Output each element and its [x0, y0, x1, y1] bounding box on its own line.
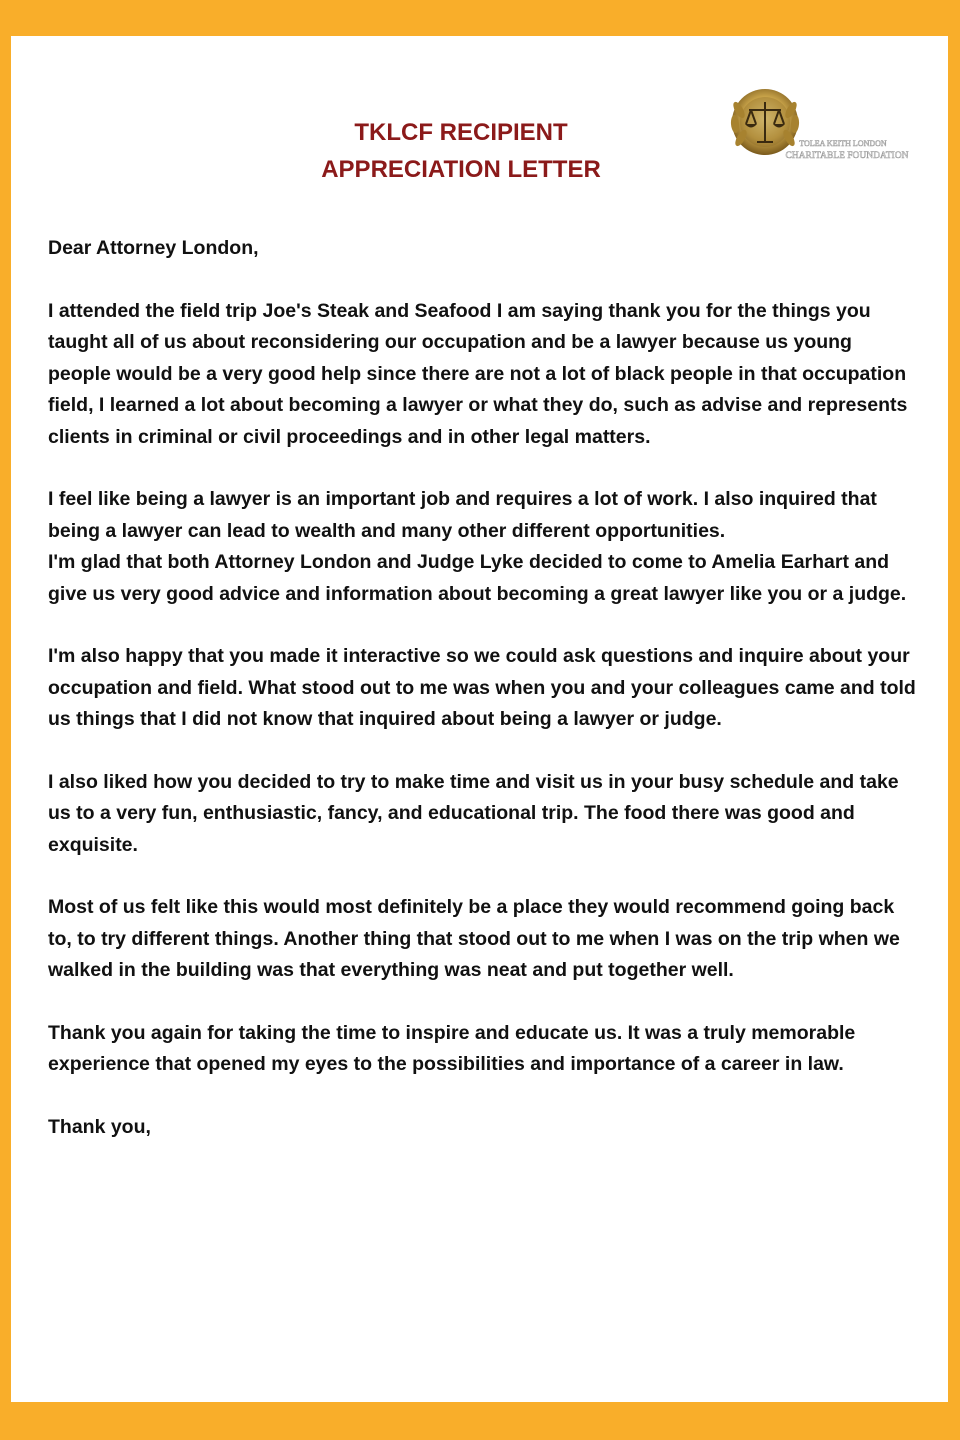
paragraph-recommend: Most of us felt like this would most definitely be a place they would recommend going back to, to try different things. Another thing that stood out to me when I was on the trip when we walked in the building was that everything was neat and put together well.: [48, 896, 900, 981]
paragraph-thank-you-again: Thank you again for taking the time to inspire and educate us. It was a truly memorable experience that opened my eyes to the possibilities and importance of a career in law.: [48, 1021, 856, 1075]
logo-text-line-2: CHARITABLE FOUNDATION: [785, 151, 909, 161]
letter-greeting: Dear Attorney London,: [48, 237, 259, 259]
title-line-1: TKLCF RECIPIENT: [354, 119, 568, 146]
title-line-2: APPRECIATION LETTER: [321, 156, 601, 183]
paragraph-interactive: I'm also happy that you made it interactive so we could ask questions and inquire about your occupation and field. What stood out to me was when you and your colleagues came and told us things that I did not know that inquired about being a lawyer or judge.: [48, 645, 916, 730]
paragraph-field-trip: I attended the field trip Joe's Steak and Seafood I am saying thank you for the things you taught all of us about reconsidering our occupation and be a lawyer because us young people would be a very good help since there are not a lot of black people in that occupation field, I learned a lot about becoming a lawyer or what they do, such as advise and represents clients in criminal or civil proceedings and in other legal matters.: [48, 299, 908, 448]
letter-title: [251, 114, 671, 188]
paragraph-important-job: I feel like being a lawyer is an important job and requires a lot of work. I also inquired that being a lawyer can lead to wealth and many other different opportunities.: [48, 488, 877, 542]
paragraph-busy-schedule: I also liked how you decided to try to make time and visit us in your busy schedule and take us to a very fun, enthusiastic, fancy, and educational trip. The food there was good and exquisite.: [48, 770, 899, 856]
letter-page: [11, 36, 948, 1402]
foundation-logo: [725, 88, 921, 172]
logo-text-line-1: TOLEA KEITH LONDON: [799, 139, 887, 148]
letter-closing: Thank you,: [48, 1115, 151, 1138]
letter-body: [48, 233, 918, 1174]
paragraph-glad: I'm glad that both Attorney London and Judge Lyke decided to come to Amelia Earhart and give us very good advice and information about becoming a great lawyer like you or a judge.: [48, 551, 907, 605]
